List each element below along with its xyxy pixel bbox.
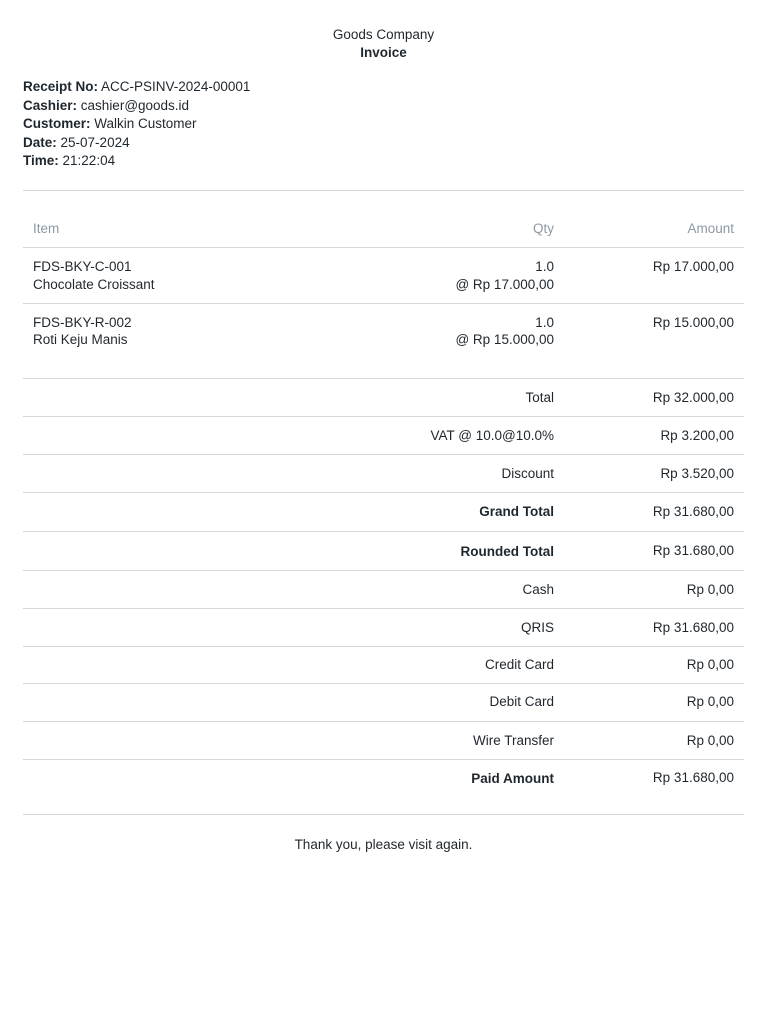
document-title: Invoice	[360, 45, 407, 60]
items-table	[23, 210, 744, 378]
payment-row-debit-card	[23, 683, 744, 721]
meta-customer	[23, 115, 744, 134]
meta-label: Date:	[23, 134, 57, 150]
total-value: Rp 32.000,00	[652, 390, 734, 405]
meta-label: Time:	[23, 153, 59, 168]
payment-row-wire-transfer	[23, 721, 744, 759]
total-row	[23, 378, 744, 416]
table-row	[23, 304, 744, 378]
payment-value: Rp 31.680,00	[652, 620, 734, 635]
rounded-total-row	[23, 531, 744, 570]
item-amount: Rp 15.000,00	[652, 315, 734, 330]
table-row	[23, 248, 744, 304]
payment-row-credit-card	[23, 646, 744, 683]
payment-value: Rp 0,00	[686, 657, 734, 672]
payment-label: QRIS	[520, 620, 554, 635]
item-code: FDS-BKY-C-001	[33, 259, 132, 274]
grand-total-label: Grand Total	[479, 504, 554, 519]
rounded-total-label: Rounded Total	[460, 544, 554, 559]
payment-label: Wire Transfer	[472, 733, 554, 748]
item-rate: @ Rp 15.000,00	[455, 332, 554, 347]
item-amount: Rp 17.000,00	[652, 259, 734, 274]
rounded-total-value: Rp 31.680,00	[652, 543, 734, 558]
grand-total-row	[23, 492, 744, 531]
payment-row-cash	[23, 570, 744, 608]
meta-value: Walkin Customer	[94, 116, 197, 131]
discount-value: Rp 3.520,00	[660, 466, 734, 481]
column-header-amount: Amount	[687, 221, 734, 236]
payment-value: Rp 0,00	[686, 582, 734, 597]
payment-label: Cash	[522, 582, 554, 597]
item-qty: 1.0	[535, 315, 554, 330]
item-name: Chocolate Croissant	[33, 277, 155, 292]
item-rate: @ Rp 17.000,00	[455, 277, 554, 292]
meta-value: 25-07-2024	[60, 134, 130, 150]
meta-receipt-no	[23, 78, 744, 97]
discount-label: Discount	[501, 466, 554, 481]
meta-value: 21:22:04	[62, 153, 116, 168]
meta-value: ACC-PSINV-2024-00001	[101, 79, 251, 94]
payment-value: Rp 0,00	[686, 694, 734, 709]
discount-row	[23, 454, 744, 492]
meta-label: Cashier:	[23, 97, 78, 113]
payment-label: Credit Card	[484, 657, 554, 672]
paid-amount-value: Rp 31.680,00	[652, 770, 734, 785]
items-table-header	[23, 210, 744, 248]
item-name: Roti Keju Manis	[33, 332, 128, 347]
payment-value: Rp 0,00	[686, 733, 734, 748]
column-header-item: Item	[33, 221, 60, 236]
meta-label: Customer:	[23, 116, 91, 131]
meta-cashier	[23, 97, 744, 116]
thank-you-message: Thank you, please visit again.	[294, 837, 473, 852]
meta-time	[23, 152, 744, 171]
vat-label: VAT @ 10.0@10.0%	[430, 428, 554, 443]
total-label: Total	[525, 390, 554, 405]
item-code: FDS-BKY-R-002	[33, 315, 132, 330]
paid-amount-label: Paid Amount	[471, 771, 554, 786]
item-qty: 1.0	[535, 259, 554, 274]
meta-value: cashier@goods.id	[80, 97, 190, 113]
meta-date	[23, 134, 744, 153]
company-name: Goods Company	[332, 27, 435, 42]
grand-total-value: Rp 31.680,00	[652, 504, 734, 519]
divider	[23, 814, 744, 815]
receipt-meta	[23, 78, 744, 171]
vat-value: Rp 3.200,00	[660, 428, 734, 443]
payment-label: Debit Card	[489, 694, 554, 709]
meta-label: Receipt No:	[23, 79, 99, 94]
vat-row	[23, 416, 744, 454]
paid-amount-row	[23, 759, 744, 797]
payment-row-qris	[23, 608, 744, 646]
column-header-qty: Qty	[532, 221, 554, 236]
totals-table	[23, 378, 744, 797]
divider	[23, 190, 744, 191]
